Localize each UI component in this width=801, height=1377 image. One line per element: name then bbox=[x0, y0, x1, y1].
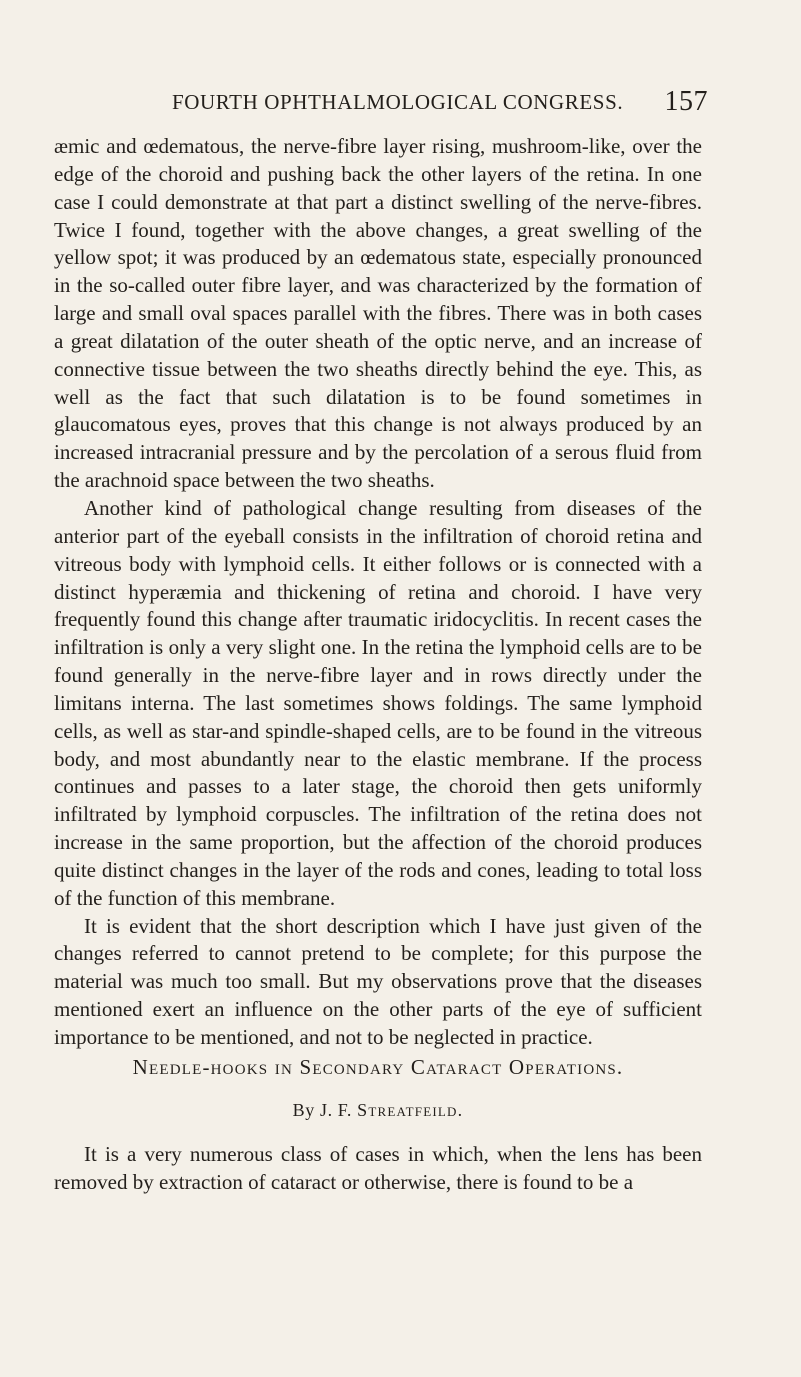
body-text bbox=[54, 133, 702, 1052]
paragraph-section-opening: It is a very numerous class of cases in which, when the lens has been removed by extraction of cataract or otherwise, there is found to be a bbox=[54, 1142, 702, 1194]
byline bbox=[54, 1100, 702, 1121]
paragraph-lymphoid-infiltration: Another kind of pathological change resulting from diseases of the anterior part of the eyeball consists in the infiltration of choroid retina and vitreous body with lymphoid cells. It either follows or is connected with a distinct hyperæmia and thickening of retina and choroid. I have very frequently found this change after traumatic iridocyclitis. In recent cases the infiltration is only a very slight one. In the retina the lymphoid cells are to be found generally in the nerve-fibre layer and in rows directly under the limitans interna. The last sometimes shows foldings. The same lymphoid cells, as well as star-and spindle-shaped cells, are to be found in the vitreous body, and most abundantly near to the elastic membrane. If the process continues and passes to a later stage, the choroid then gets uniformly infiltrated by lymphoid corpuscles. The infiltration of the retina does not increase in the same proportion, but the affection of the choroid produces quite distinct changes in the layer of the rods and cones, leading to total loss of the function of this membrane. bbox=[54, 495, 702, 910]
paragraph-conclusion: It is evident that the short description which I have just given of the changes referred to cannot pretend to be complete; for this purpose the material was much too small. But my observations prove that the diseases mentioned exert an influence on the other parts of the eye of sufficient importance to be mentioned, and not to be neglected in practice. bbox=[54, 913, 702, 1049]
byline-prefix: By J. F. bbox=[292, 1100, 358, 1120]
section-opening-text bbox=[54, 1140, 702, 1196]
page-number: 157 bbox=[664, 86, 708, 117]
paragraph-continued: æmic and œdematous, the nerve-fibre layer rising, mushroom-like, over the edge of the choroid and pushing back the other layers of the retina. In one case I could demonstrate at that part a distinct swelling of the nerve-fibres. Twice I found, together with the above changes, a great swelling of the yellow spot; it was produced by an œdematous state, especially pronounced in the so-called outer fibre layer, and was characterized by the formation of large and small oval spaces parallel with the fibres. There was in both cases a great dilatation of the outer sheath of the optic nerve, and an increase of connective tissue between the two sheaths directly behind the eye. This, as well as the fact that such dilatation is to be found sometimes in glaucomatous eyes, proves that this change is not always produced by an increased intracranial pressure and by the percolation of a serous fluid from the arachnoid space between the two sheaths. bbox=[54, 134, 702, 493]
section-heading: Needle-hooks in Secondary Cataract Operations. bbox=[132, 1055, 624, 1079]
running-title: FOURTH OPHTHALMOLOGICAL CONGRESS. bbox=[172, 90, 624, 114]
byline-author: Streatfeild. bbox=[357, 1100, 464, 1120]
running-head bbox=[172, 86, 708, 120]
